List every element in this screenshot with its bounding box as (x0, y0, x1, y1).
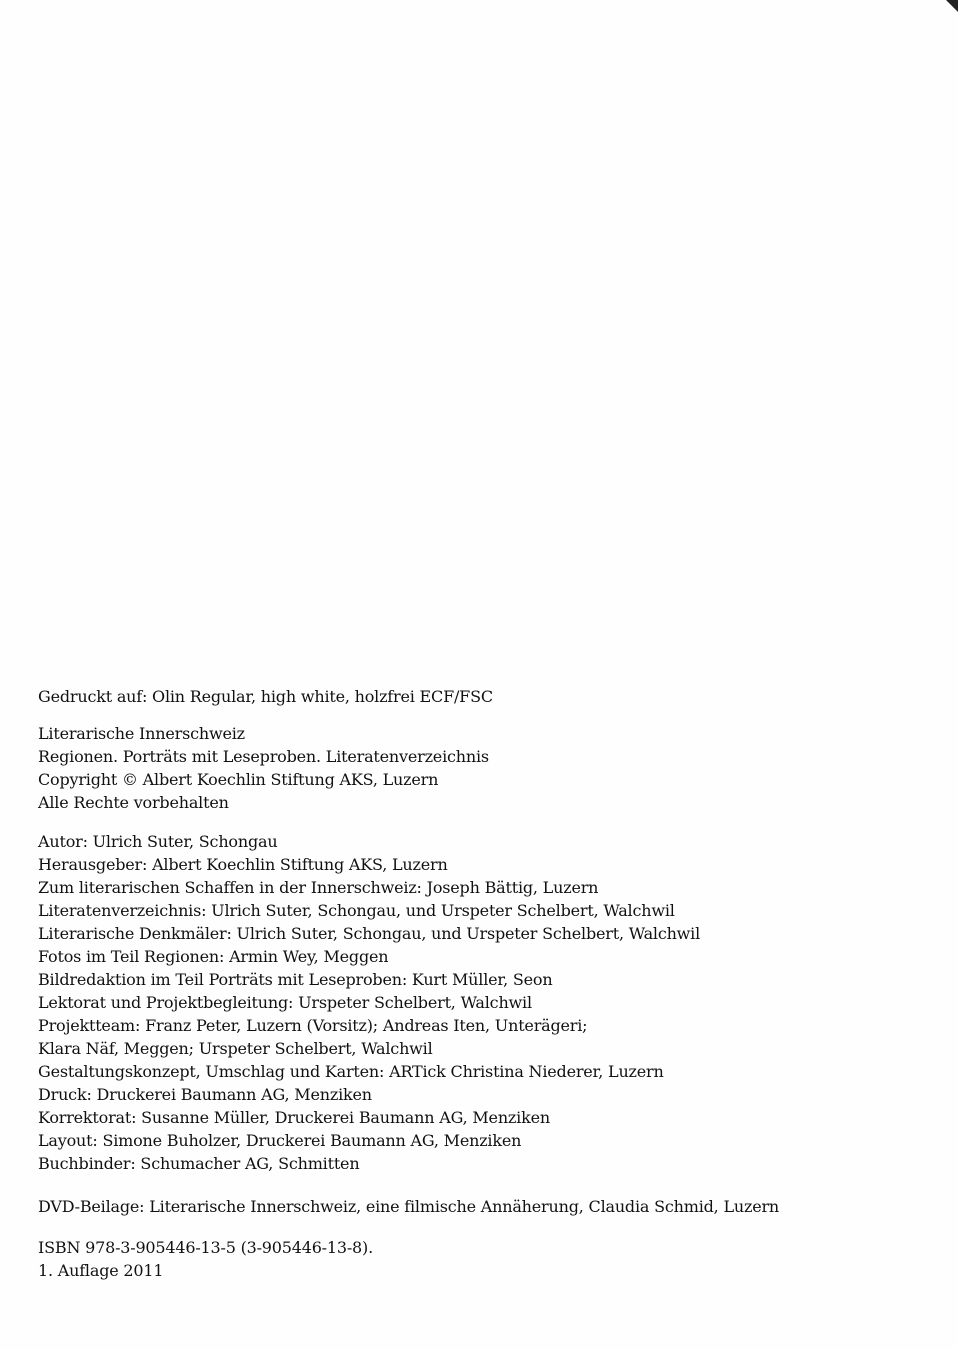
imprint-block (38, 685, 898, 1282)
credits-block (38, 830, 898, 1175)
dvd-line: DVD-Beilage: Literarische Innerschweiz, eine filmische Annäherung, Claudia Schmid, Luzern (38, 1197, 780, 1216)
isbn-block (38, 1236, 898, 1282)
credit-essay: Zum literarischen Schaffen in der Innerschweiz: Joseph Bättig, Luzern (38, 878, 599, 897)
credit-photos: Fotos im Teil Regionen: Armin Wey, Meggen (38, 947, 389, 966)
credit-project-team-cont: Klara Näf, Meggen; Urspeter Schelbert, Walchwil (38, 1039, 433, 1058)
credit-design: Gestaltungskonzept, Umschlag und Karten: ARTick Christina Niederer, Luzern (38, 1062, 664, 1081)
page-corner-mark (946, 0, 958, 12)
credit-publisher: Herausgeber: Albert Koechlin Stiftung AKS, Luzern (38, 855, 448, 874)
title-line-2: Regionen. Porträts mit Leseproben. Literatenverzeichnis (38, 747, 489, 766)
title-block (38, 722, 898, 814)
credit-proofreading: Korrektorat: Susanne Müller, Druckerei Baumann AG, Menziken (38, 1108, 550, 1127)
title-line-1: Literarische Innerschweiz (38, 724, 245, 743)
credit-picture-editing: Bildredaktion im Teil Porträts mit Leseproben: Kurt Müller, Seon (38, 970, 553, 989)
credit-project-team: Projektteam: Franz Peter, Luzern (Vorsitz); Andreas Iten, Unterägeri; (38, 1016, 588, 1035)
copyright-line: Copyright © Albert Koechlin Stiftung AKS, Luzern (38, 770, 439, 789)
rights-line: Alle Rechte vorbehalten (38, 793, 229, 812)
credit-print: Druck: Druckerei Baumann AG, Menziken (38, 1085, 372, 1104)
credit-binding: Buchbinder: Schumacher AG, Schmitten (38, 1154, 360, 1173)
credit-layout: Layout: Simone Buholzer, Druckerei Baumann AG, Menziken (38, 1131, 522, 1150)
paper-line: Gedruckt auf: Olin Regular, high white, holzfrei ECF/FSC (38, 687, 493, 706)
isbn-line: ISBN 978-3-905446-13-5 (3-905446-13-8). (38, 1238, 373, 1257)
credit-monuments: Literarische Denkmäler: Ulrich Suter, Schongau, und Urspeter Schelbert, Walchwil (38, 924, 701, 943)
credit-editing: Lektorat und Projektbegleitung: Urspeter Schelbert, Walchwil (38, 993, 532, 1012)
credit-directory: Literatenverzeichnis: Ulrich Suter, Schongau, und Urspeter Schelbert, Walchwil (38, 901, 675, 920)
credit-author: Autor: Ulrich Suter, Schongau (38, 832, 278, 851)
edition-line: 1. Auflage 2011 (38, 1261, 164, 1280)
